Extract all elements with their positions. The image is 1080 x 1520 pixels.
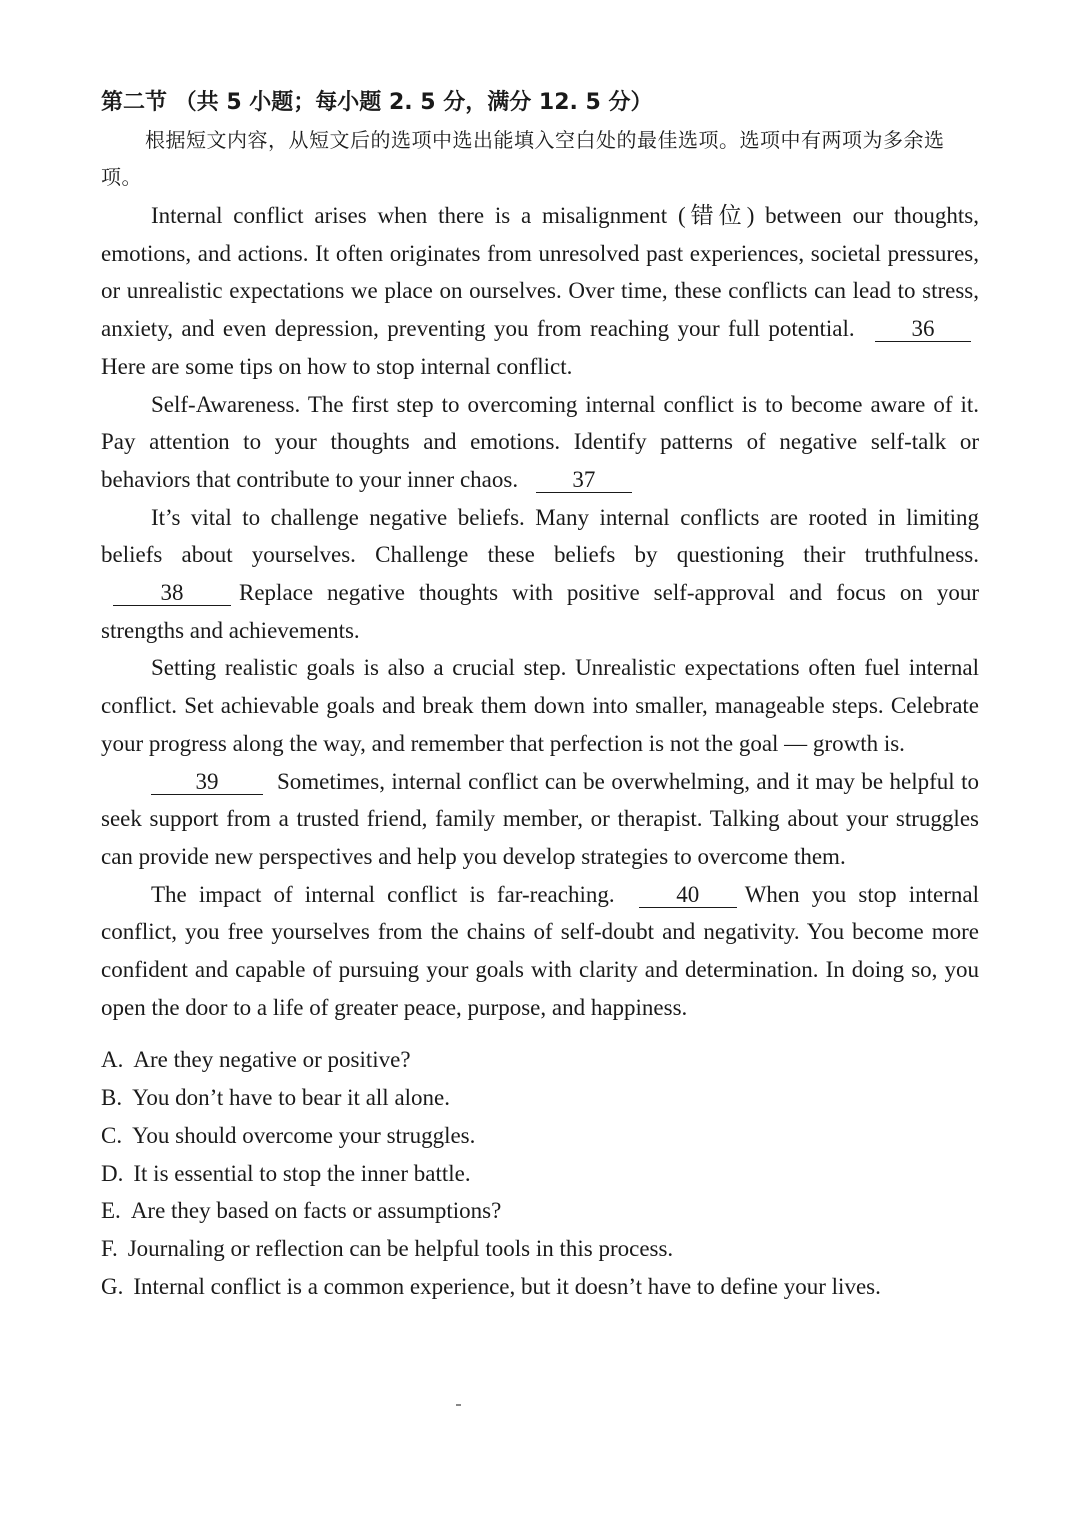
option-letter: B. [101,1085,123,1111]
option-d [101,1155,979,1193]
option-g [101,1268,979,1306]
option-text: You don’t have to bear it all alone. [132,1085,450,1111]
option-letter: A. [101,1047,124,1073]
blank-39: 39 [151,770,263,795]
paragraph-text: Self-Awareness. The first step to overcoming internal conflict is to become aware of it. Pay attention to your thoughts and emotions. Identify patterns of negative self-talk or behaviors that contribute to your inner chaos. [101,391,979,492]
scan-speck [456,1404,461,1406]
option-text: Journaling or reflection can be helpful tools in this process. [127,1235,674,1261]
option-letter: D. [101,1160,124,1186]
option-letter: C. [101,1122,123,1148]
blank-38: 38 [113,581,231,606]
paragraph-text: Internal conflict arises when there is a misalignment (错位) between our thoughts, emotions, and actions. It often originates from unresolved past experiences, societal pressures, or unrealistic expectations we place on ourselves. Over time, these conflicts can lead to stress, anxiety, and even depression, preventing you from reaching your full potential. [101,203,979,342]
blank-37: 37 [536,468,632,493]
blank-36: 36 [875,317,971,342]
option-letter: F. [101,1235,118,1261]
option-text: Are they negative or positive? [133,1047,411,1073]
option-letter: G. [101,1273,124,1299]
passage-paragraph-4 [101,649,979,762]
instructions: 根据短文内容，从短文后的选项中选出能填入空白处的最佳选项。选项中有两项为多余选项。 [101,128,945,189]
option-text: You should overcome your struggles. [132,1122,476,1148]
paragraph-text: Replace negative thoughts with positive self-approval and focus on your strengths and achievements. [101,580,979,643]
paragraph-text: When you stop internal conflict, you free yourselves from the chains of self-doubt and negativity. You become more confident and capable of pursuing your goals with clarity and determination. In doing so, you open the door to a life of greater peace, purpose, and happiness. [101,881,980,1020]
passage-paragraph-5 [101,763,979,876]
paragraph-text: The impact of internal conflict is far-reaching. [151,881,615,907]
section-title: 第二节 （共 5 小题；每小题 2. 5 分，满分 12. 5 分） [101,90,653,115]
blank-40: 40 [639,883,737,908]
option-e [101,1192,979,1230]
option-b [101,1079,979,1117]
passage-paragraph-3 [101,499,979,650]
passage-paragraph-1 [101,197,979,386]
answer-options [101,1041,979,1305]
option-a [101,1041,979,1079]
option-letter: E. [101,1198,121,1224]
paragraph-text: Here are some tips on how to stop internal conflict. [101,353,573,379]
exam-page [101,88,979,1305]
paragraph-text: It’s vital to challenge negative beliefs. Many internal conflicts are rooted in limiting beliefs about yourselves. Challenge these beliefs by questioning their truthfulness. [101,504,979,568]
option-f [101,1230,979,1268]
option-text: It is essential to stop the inner battle. [133,1160,471,1186]
paragraph-text: Setting realistic goals is also a crucial step. Unrealistic expectations often fuel internal conflict. Set achievable goals and break them down into smaller, manageable steps. Celebrate your progress along the way, and remember that perfection is not the goal — growth is. [101,655,979,756]
passage-paragraph-2 [101,386,979,499]
option-c [101,1117,979,1155]
passage-paragraph-6 [101,876,979,1027]
option-text: Are they based on facts or assumptions? [130,1198,502,1224]
paragraph-text: Sometimes, internal conflict can be overwhelming, and it may be helpful to seek support from a trusted friend, family member, or therapist. Talking about your struggles can provide new perspectives and help you develop strategies to overcome them. [101,768,979,869]
option-text: Internal conflict is a common experience, but it doesn’t have to define your lives. [133,1273,881,1299]
